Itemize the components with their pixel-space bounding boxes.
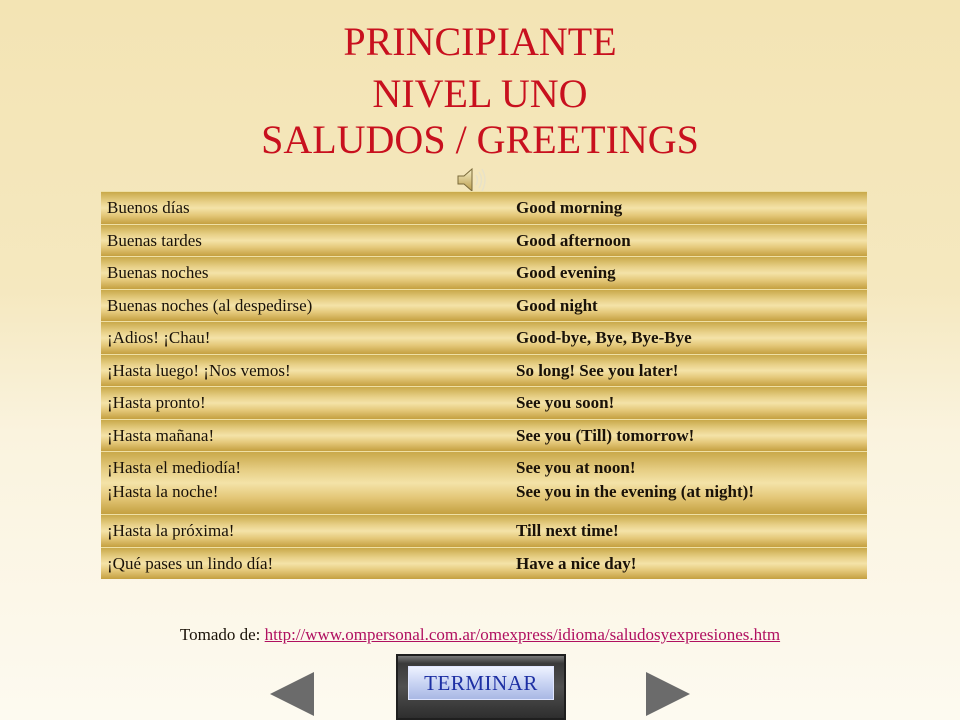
title-line-2: NIVEL UNO xyxy=(372,71,588,116)
english-cell: See you at noon! xyxy=(516,458,636,477)
terminar-label: TERMINAR xyxy=(408,666,554,700)
english-cell: See you (Till) tomorrow! xyxy=(516,425,695,445)
spanish-cell: Buenas noches xyxy=(107,263,209,282)
spanish-cell: ¡Hasta pronto! xyxy=(107,393,206,412)
english-cell: Have a nice day! xyxy=(516,553,637,573)
english-cell: Till next time! xyxy=(516,521,619,540)
source-link[interactable]: http://www.ompersonal.com.ar/omexpress/idioma/saludosyexpresiones.htm xyxy=(264,625,781,644)
table-row xyxy=(101,451,867,514)
terminar-button[interactable] xyxy=(396,654,566,720)
triangle-right-icon[interactable] xyxy=(646,672,690,716)
source-citation xyxy=(0,625,960,645)
title-line-1: PRINCIPIANTE xyxy=(343,19,617,64)
table-row xyxy=(101,224,867,257)
spanish-cell: ¡Hasta la noche! xyxy=(107,482,219,501)
speaker-icon[interactable] xyxy=(455,166,489,194)
spanish-cell: Buenos días xyxy=(107,198,190,217)
spanish-cell: Buenas noches (al despedirse) xyxy=(107,295,313,315)
spanish-cell: ¡Hasta la próxima! xyxy=(107,521,235,540)
english-cell: Good-bye, Bye, Bye-Bye xyxy=(516,328,692,347)
greetings-table xyxy=(101,191,867,579)
english-cell: So long! See you later! xyxy=(516,360,679,380)
spanish-cell: ¡Hasta el mediodía! xyxy=(107,458,242,477)
table-row xyxy=(101,386,867,419)
english-cell: See you soon! xyxy=(516,393,615,412)
english-cell: Good morning xyxy=(516,198,623,217)
english-cell: See you in the evening (at night)! xyxy=(516,482,754,501)
table-row xyxy=(101,419,867,452)
table-row xyxy=(101,191,867,224)
spanish-cell: Buenas tardes xyxy=(107,230,202,250)
english-cell: Good afternoon xyxy=(516,230,631,250)
title-line-3: SALUDOS / GREETINGS xyxy=(261,117,699,162)
table-row xyxy=(101,354,867,387)
spanish-cell: ¡Hasta mañana! xyxy=(107,425,215,445)
triangle-left-icon[interactable] xyxy=(270,672,314,716)
source-label: Tomado de: xyxy=(179,625,265,644)
table-row xyxy=(101,256,867,289)
english-cell: Good night xyxy=(516,295,598,315)
spanish-cell: ¡Adios! ¡Chau! xyxy=(107,328,211,347)
english-cell: Good evening xyxy=(516,263,616,282)
spanish-cell: ¡Qué pases un lindo día! xyxy=(107,553,274,573)
spanish-cell: ¡Hasta luego! ¡Nos vemos! xyxy=(107,360,291,380)
table-row xyxy=(101,547,867,580)
table-row xyxy=(101,289,867,322)
table-row xyxy=(101,321,867,354)
table-row xyxy=(101,514,867,547)
